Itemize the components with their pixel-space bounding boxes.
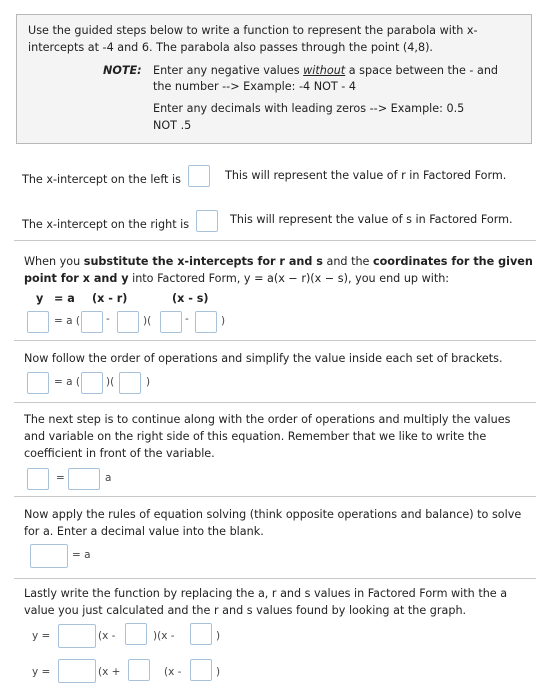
divider: [14, 240, 536, 241]
right-intercept-label: The x-intercept on the right is: [22, 218, 190, 231]
sub-text-3: into Factored Form, y = a(x − r)(x − s), you end up with:: [128, 272, 450, 285]
simp-eq-a: = a (: [54, 376, 81, 388]
divider: [14, 496, 536, 497]
simp-y-input[interactable]: [27, 372, 49, 394]
header-y: y: [36, 292, 44, 305]
sub-close: ): [221, 315, 226, 327]
solve-a-input[interactable]: [30, 544, 68, 568]
final-s-input-2[interactable]: [190, 659, 212, 681]
divider: [14, 578, 536, 579]
right-intercept-input[interactable]: [196, 210, 218, 232]
note-text-a: Enter any negative values: [153, 64, 304, 77]
substitute-line-1: [24, 255, 533, 268]
sub-text-2: and the: [322, 255, 373, 268]
left-intercept-label: The x-intercept on the left is: [22, 173, 181, 186]
final-a-input-1[interactable]: [58, 624, 96, 648]
simp-close-open: )(: [106, 376, 115, 388]
sub-minus-1: -: [106, 313, 110, 325]
final-y-eq-1: y =: [32, 630, 51, 642]
note-emphasis: without: [303, 64, 346, 77]
header-x-minus-r: (x - r): [92, 292, 128, 305]
simp-first-input[interactable]: [81, 372, 103, 394]
header-x-minus-s: (x - s): [172, 292, 209, 305]
mult-a-label: a: [105, 472, 112, 484]
sub-bold-2: coordinates for the given: [372, 255, 533, 268]
header-eq-a: = a: [54, 292, 75, 305]
final-line-1: Lastly write the function by replacing the a, r and s values in Factored Form with the a: [24, 587, 508, 600]
sub-close-open: )(: [143, 315, 152, 327]
sub-bold-1: substitute the x-intercepts for r and s: [83, 255, 323, 268]
final-close-1: ): [216, 630, 221, 642]
note-label: NOTE:: [103, 64, 142, 77]
sub-minus-2: -: [185, 313, 189, 325]
final-line-2: value you just calculated and the r and s values found by looking at the graph.: [24, 604, 467, 617]
note-line-1: [153, 64, 498, 77]
mult-coef-input[interactable]: [68, 468, 100, 490]
note-line-4: NOT .5: [153, 119, 192, 132]
final-a-input-2[interactable]: [58, 659, 96, 683]
intro-line-1: Use the guided steps below to write a function to represent the parabola with x-: [28, 24, 478, 37]
right-intercept-explain: This will represent the value of s in Factored Form.: [230, 213, 513, 226]
multiply-line-1: The next step is to continue along with the order of operations and multiply the values: [24, 413, 511, 426]
sub-eq-a: = a (: [54, 315, 81, 327]
note-line-2: the number --> Example: -4 NOT - 4: [153, 80, 356, 93]
substitute-line-2: [24, 272, 449, 285]
simplify-text: Now follow the order of operations and simplify the value inside each set of brackets.: [24, 352, 503, 365]
sub-x2-input[interactable]: [160, 311, 182, 333]
final-open-1: (x -: [98, 630, 116, 642]
note-line-3: Enter any decimals with leading zeros --> Example: 0.5: [153, 102, 465, 115]
final-open-2: (x +: [98, 666, 121, 678]
mult-y-input[interactable]: [27, 468, 49, 490]
left-intercept-input[interactable]: [188, 165, 210, 187]
left-intercept-explain: This will represent the value of r in Factored Form.: [225, 169, 507, 182]
simp-second-input[interactable]: [119, 372, 141, 394]
divider: [14, 402, 536, 403]
simp-close: ): [146, 376, 151, 388]
final-mid-1: )(x -: [153, 630, 175, 642]
mult-eq: =: [56, 472, 65, 484]
sub-x1-input[interactable]: [81, 311, 103, 333]
sub-text-1: When you: [24, 255, 84, 268]
sub-s-input[interactable]: [195, 311, 217, 333]
solve-line-2: for a. Enter a decimal value into the blank.: [24, 525, 264, 538]
final-close-2: ): [216, 666, 221, 678]
final-r-input-2[interactable]: [128, 659, 150, 681]
note-text-b: a space between the - and: [345, 64, 499, 77]
solve-eq-a: = a: [72, 549, 91, 561]
intro-line-2: intercepts at -4 and 6. The parabola also passes through the point (4,8).: [28, 41, 433, 54]
divider: [14, 340, 536, 341]
multiply-line-2: and variable on the right side of this equation. Remember that we like to write the: [24, 430, 487, 443]
sub-r-input[interactable]: [117, 311, 139, 333]
solve-line-1: Now apply the rules of equation solving (think opposite operations and balance) to solve: [24, 508, 522, 521]
final-s-input-1[interactable]: [190, 623, 212, 645]
multiply-line-3: coefficient in front of the variable.: [24, 447, 215, 460]
final-y-eq-2: y =: [32, 666, 51, 678]
sub-bold-3: point for x and y: [24, 272, 129, 285]
final-r-input-1[interactable]: [125, 623, 147, 645]
sub-y-input[interactable]: [27, 311, 49, 333]
final-mid-2: (x -: [164, 666, 182, 678]
